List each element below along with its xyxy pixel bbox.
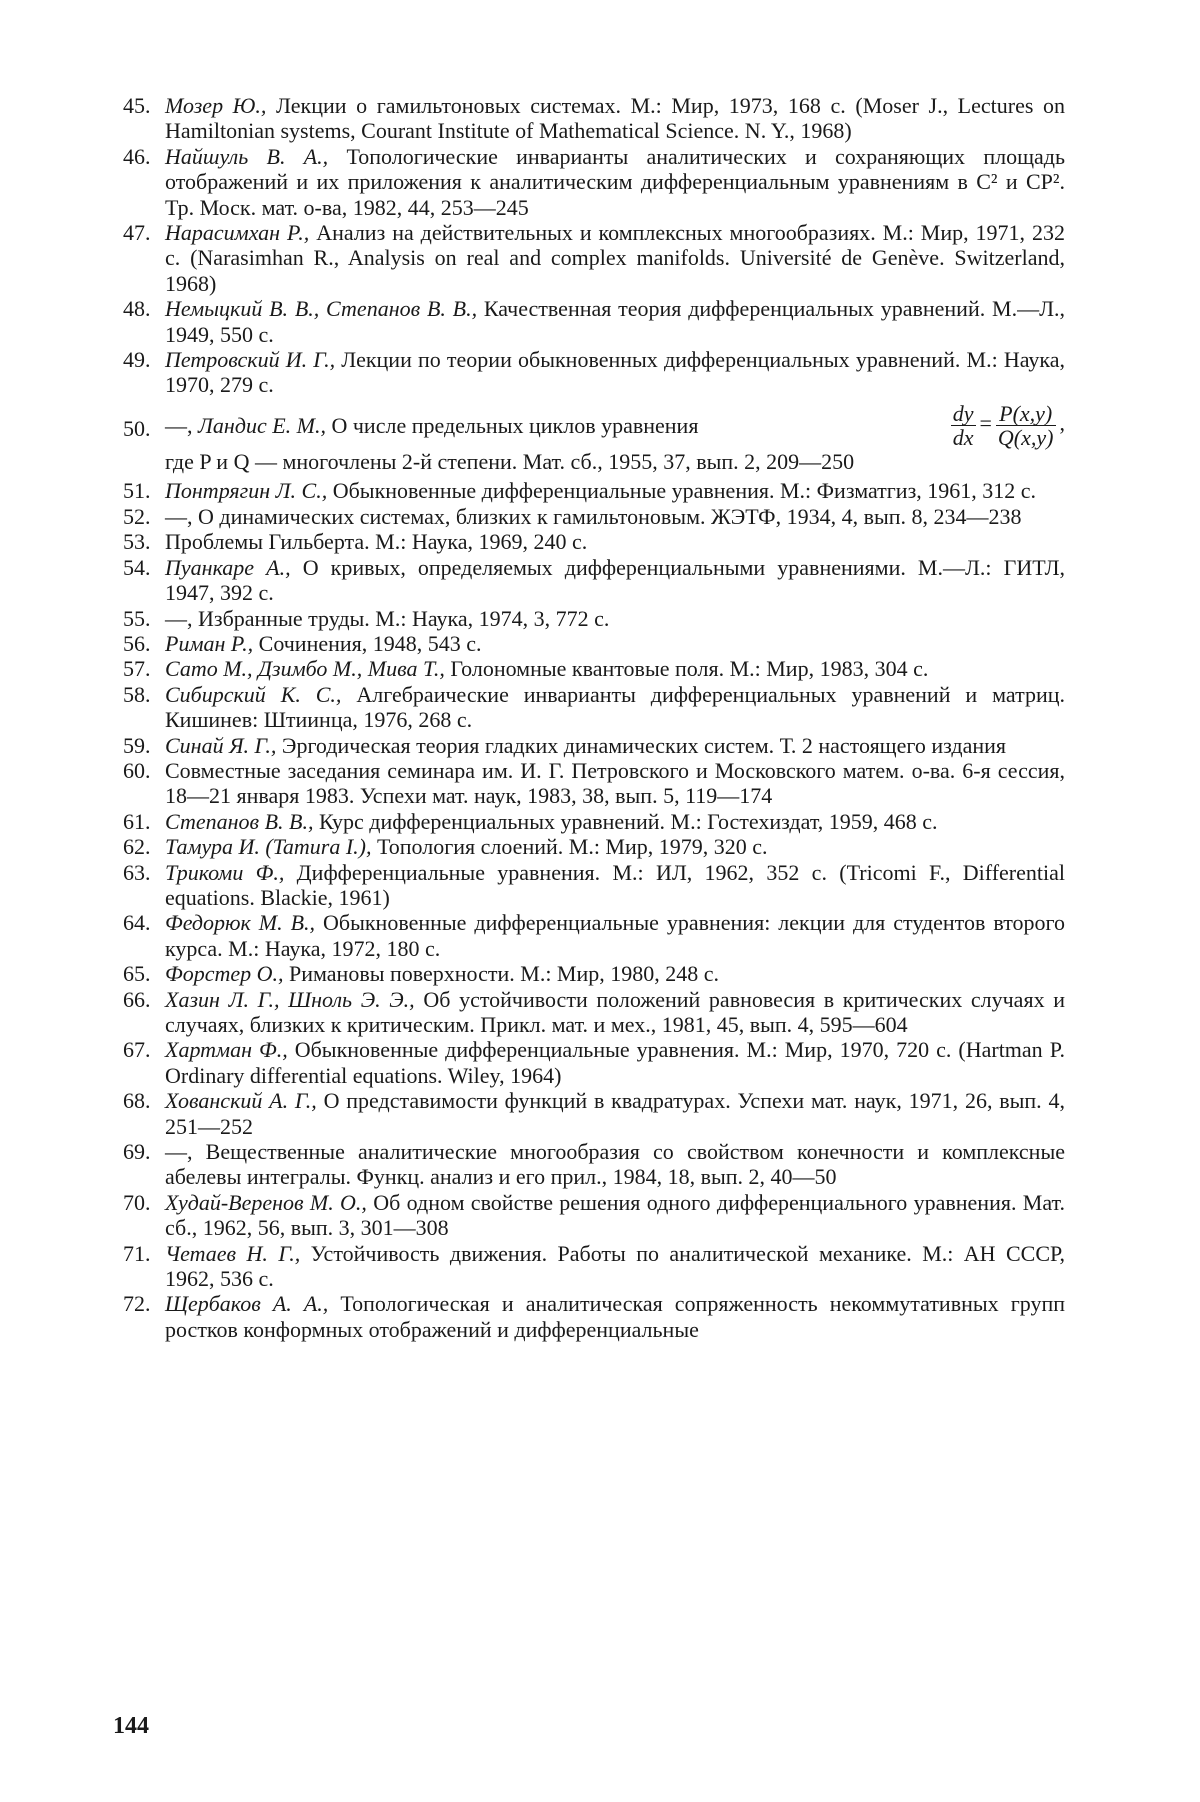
ref-author: Мозер Ю., bbox=[165, 93, 267, 118]
list-item bbox=[123, 347, 1065, 398]
list-item bbox=[123, 733, 1065, 758]
ref-author: Риман Р., bbox=[165, 630, 254, 656]
ref-author: Сибирский К. С., bbox=[165, 681, 342, 707]
list-item bbox=[123, 809, 1065, 834]
ref-text: Эргодическая теория гладких динамических систем. Т. 2 настоящего издания bbox=[276, 732, 1007, 758]
ref-number: 47. bbox=[123, 220, 151, 246]
ref-number: 58. bbox=[123, 681, 151, 707]
ref-number: 72. bbox=[123, 1291, 151, 1317]
ref-author: Немыцкий В. В., Степанов В. В., bbox=[165, 296, 478, 322]
ref-number: 56. bbox=[123, 630, 151, 656]
ref-text: Топологическая и аналитическая сопряженность некоммутативных групп ростков конформных отображений и дифференциальные bbox=[165, 1291, 1065, 1342]
list-item bbox=[123, 860, 1065, 911]
list-item bbox=[123, 1139, 1065, 1190]
reference-list bbox=[123, 93, 1065, 1342]
ref-text: Обыкновенные дифференциальные уравнения. М.: Мир, 1970, 720 с. (Hartman P. Ordinary differential equations. Wiley, 1964) bbox=[165, 1037, 1065, 1088]
fraction-dy-dx: $\frac{dy}{dx}$ bbox=[952, 400, 974, 450]
ref-text: Алгебраические инварианты дифференциальных уравнений и матриц. Кишинев: Штиинца, 1976, 268 с. bbox=[165, 681, 1065, 733]
list-item bbox=[123, 758, 1065, 809]
ref-text-tail: где P и Q — многочлены 2-й степени. Мат. сб., 1955, 37, вып. 2, 209—250 bbox=[165, 449, 855, 475]
ref-text: Сочинения, 1948, 543 с. bbox=[253, 630, 482, 656]
ref-number: 71. bbox=[123, 1240, 151, 1266]
list-item bbox=[123, 296, 1065, 347]
list-item bbox=[123, 987, 1065, 1038]
ref-number: 48. bbox=[123, 296, 151, 322]
ref-text: Устойчивость движения. Работы по аналитической механике. М.: АН СССР, 1962, 536 с. bbox=[165, 1240, 1065, 1292]
ref-author: Ландис Е. М., bbox=[198, 412, 326, 438]
ref-number: 50. bbox=[123, 415, 151, 441]
ref-text: Об устойчивости положений равновесия в критических случаях и случаях, близких к критическим. Прикл. мат. и мех., 1981, 45, вып. 4, 595—604 bbox=[165, 986, 1065, 1037]
ref-text: О представимости функций в квадратурах. Успехи мат. наук, 1971, 26, вып. 4, 251—252 bbox=[165, 1088, 1065, 1139]
list-item bbox=[123, 220, 1065, 296]
ref-number: 54. bbox=[123, 554, 151, 580]
ref-number: 57. bbox=[123, 656, 151, 682]
ref-author: Синай Я. Г., bbox=[165, 732, 277, 758]
ref-text: Римановы поверхности. М.: Мир, 1980, 248 с. bbox=[283, 961, 720, 987]
list-item bbox=[123, 834, 1065, 859]
ref-number: 51. bbox=[123, 478, 151, 504]
ref-author: Четаев Н. Г., bbox=[165, 1240, 301, 1266]
ref-author: Петровский И. Г., bbox=[165, 347, 336, 373]
list-item bbox=[123, 504, 1065, 529]
ref-author: Пуанкаре А., bbox=[165, 554, 291, 580]
list-item bbox=[123, 1241, 1065, 1292]
ref-text: Голономные квантовые поля. М.: Мир, 1983, 304 с. bbox=[444, 656, 929, 682]
ref-author: Найшуль В. А., bbox=[165, 143, 329, 169]
ref-text: Лекции по теории обыкновенных дифференциальных уравнений. М.: Наука, 1970, 279 с. bbox=[165, 347, 1065, 398]
list-item bbox=[123, 555, 1065, 606]
list-item bbox=[123, 682, 1065, 733]
ref-author: Хартман Ф., bbox=[165, 1037, 288, 1063]
ref-text: Об одном свойстве решения одного дифференциального уравнения. Мат. сб., 1962, 56, вып. 3, 301—308 bbox=[165, 1189, 1065, 1241]
ref-author: Трикоми Ф., bbox=[165, 859, 285, 885]
ref-number: 65. bbox=[123, 961, 151, 987]
page-number: 144 bbox=[113, 1713, 149, 1739]
ref-number: 53. bbox=[123, 529, 151, 555]
ref-text: О числе предельных циклов уравнения bbox=[325, 412, 699, 438]
ref-number: 64. bbox=[123, 910, 151, 936]
list-item bbox=[123, 93, 1065, 144]
ref-number: 68. bbox=[123, 1088, 151, 1114]
ref-number: 66. bbox=[123, 986, 151, 1012]
ref-text: Проблемы Гильберта. М.: Наука, 1969, 240 с. bbox=[165, 529, 588, 555]
ref-number: 45. bbox=[123, 93, 151, 118]
list-item bbox=[123, 1291, 1065, 1342]
ref-text: —, Вещественные аналитические многообразия со свойством конечности и комплексные абелевы интегралы. Функц. анализ и его прил., 1984, 18, вып. 2, 40—50 bbox=[165, 1139, 1065, 1190]
ref-text: Обыкновенные дифференциальные уравнения. М.: Физматгиз, 1961, 312 с. bbox=[327, 478, 1037, 504]
ref-text: —, Избранные труды. М.: Наука, 1974, 3, 772 с. bbox=[165, 605, 610, 631]
ref-author: Тамура И. (Tamura I.), bbox=[165, 834, 372, 860]
equation: $\frac{dy}{dx}$ = $\frac{P(x,y)}{Q(x,y)}$ , bbox=[952, 400, 1065, 450]
ref-author: Понтрягин Л. С., bbox=[165, 478, 328, 504]
list-item bbox=[123, 656, 1065, 681]
list-item bbox=[123, 144, 1065, 220]
ref-text: Совместные заседания семинара им. И. Г. Петровского и Московского матем. о-ва. 6-я сессия, 18—21 января 1983. Успехи мат. наук, 1983, 38, вып. 5, 119—174 bbox=[165, 757, 1065, 809]
ref-number: 67. bbox=[123, 1037, 151, 1063]
ref-number: 63. bbox=[123, 859, 151, 885]
ref-text: Топологические инварианты аналитических и сохраняющих площадь отображений и их приложения к аналитическим дифференциальным уравнениям в C² и CP². Тр. Моск. мат. о-ва, 1982, 44, 253—245 bbox=[165, 143, 1066, 220]
ref-lead: —, bbox=[165, 412, 198, 438]
ref-text: О кривых, определяемых дифференциальными уравнениями. М.—Л.: ГИТЛ, 1947, 392 с. bbox=[165, 554, 1065, 606]
ref-author: Хованский А. Г., bbox=[165, 1088, 317, 1114]
list-item bbox=[123, 478, 1065, 503]
ref-text: Дифференциальные уравнения. М.: ИЛ, 1962, 352 с. (Tricomi F., Differential equations. Blackie, 1961) bbox=[165, 859, 1065, 910]
ref-author: Хазин Л. Г., Шноль Э. Э., bbox=[165, 986, 415, 1012]
list-item bbox=[123, 961, 1065, 986]
ref-number: 61. bbox=[123, 808, 151, 834]
ref-text: Топология слоений. М.: Мир, 1979, 320 с. bbox=[371, 834, 768, 860]
ref-author: Щербаков А. А., bbox=[165, 1291, 329, 1317]
ref-author: Степанов В. В., bbox=[165, 808, 314, 834]
ref-number: 69. bbox=[123, 1139, 151, 1165]
ref-number: 59. bbox=[123, 732, 151, 758]
ref-text: Анализ на действительных и комплексных многообразиях. М.: Мир, 1971, 232 с. (Narasimhan R., Analysis on real and complex manifolds. Université de Genève. Switzerland, 1968) bbox=[165, 220, 1065, 296]
list-item bbox=[123, 529, 1065, 554]
list-item bbox=[123, 910, 1065, 961]
ref-author: Федорюк М. В., bbox=[165, 910, 316, 936]
ref-number: 49. bbox=[123, 347, 151, 373]
ref-text: Качественная теория дифференциальных уравнений. М.—Л., 1949, 550 с. bbox=[165, 296, 1065, 347]
fraction-p-q: $\frac{P(x,y)}{Q(x,y)}$ bbox=[997, 400, 1054, 450]
list-item bbox=[123, 1088, 1065, 1139]
list-item bbox=[123, 402, 1065, 475]
ref-text: Курс дифференциальных уравнений. М.: Гостехиздат, 1959, 468 с. bbox=[313, 808, 938, 834]
ref-number: 46. bbox=[123, 143, 151, 169]
list-item bbox=[123, 631, 1065, 656]
ref-text: Лекции о гамильтоновых системах. М.: Мир, 1973, 168 с. (Moser J., Lectures on Hamiltonian systems, Courant Institute of Mathematical Science. N. Y., 1968) bbox=[165, 93, 1066, 144]
ref-author: Худай-Веренов М. О., bbox=[165, 1189, 367, 1215]
ref-number: 70. bbox=[123, 1189, 151, 1215]
ref-text: Обыкновенные дифференциальные уравнения: лекции для студентов второго курса. М.: Наука, 1972, 180 с. bbox=[165, 910, 1065, 961]
ref-author: Сато М., Дзимбо М., Мива Т., bbox=[165, 656, 445, 682]
list-item bbox=[123, 606, 1065, 631]
ref-author: Нарасимхан Р., bbox=[165, 220, 310, 246]
ref-number: 52. bbox=[123, 503, 151, 529]
list-item bbox=[123, 1037, 1065, 1088]
ref-number: 62. bbox=[123, 834, 151, 860]
ref-number: 55. bbox=[123, 605, 151, 631]
ref-text: —, О динамических системах, близких к гамильтоновым. ЖЭТФ, 1934, 4, вып. 8, 234—238 bbox=[165, 503, 1022, 529]
list-item bbox=[123, 1190, 1065, 1241]
ref-number: 60. bbox=[123, 757, 151, 783]
ref-author: Форстер О., bbox=[165, 961, 284, 987]
